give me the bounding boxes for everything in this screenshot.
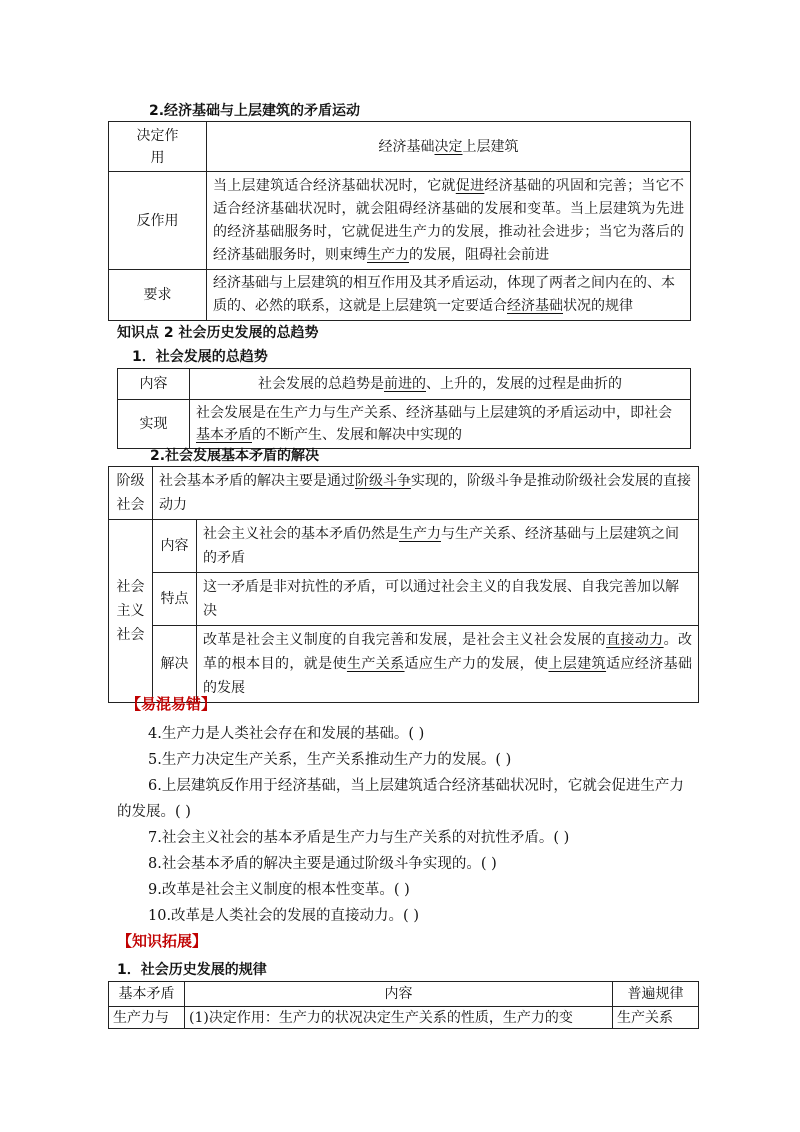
label-class-society: 阶级社会 bbox=[109, 467, 153, 520]
item-6: 6.上层建筑反作用于经济基础，当上层建筑适合经济基础状况时，它就会促进生产力 bbox=[148, 778, 684, 794]
confuse-title: 【易混易错】 bbox=[126, 695, 217, 713]
kp2-subtitle-1: 1．社会发展的总趋势 bbox=[132, 349, 268, 365]
label-requirement: 要求 bbox=[109, 270, 207, 321]
header-content: 内容 bbox=[185, 982, 613, 1007]
expand-title: 【知识拓展】 bbox=[117, 932, 208, 950]
kp2-subtitle-2: 2.社会发展基本矛盾的解决 bbox=[150, 448, 320, 464]
item-6-cont: 的发展。( ) bbox=[117, 804, 191, 820]
item-10: 10.改革是人类社会的发展的直接动力。( ) bbox=[148, 908, 419, 924]
label-content: 内容 bbox=[118, 369, 190, 400]
cell-productivity: 生产力与 bbox=[109, 1007, 185, 1029]
text-b-content: 社会主义社会的基本矛盾仍然是生产力与生产关系、经济基础与上层建筑之间的矛盾 bbox=[197, 520, 699, 573]
item-4: 4.生产力是人类社会存在和发展的基础。( ) bbox=[148, 726, 425, 742]
label-b-feature: 特点 bbox=[153, 573, 197, 626]
text-realize: 社会发展是在生产力与生产关系、经济基础与上层建筑的矛盾运动中，即社会基本矛盾的不断产生、发展和解决中实现的 bbox=[190, 400, 691, 449]
text-reaction: 当上层建筑适合经济基础状况时，它就促进经济基础的巩固和完善；当它不适合经济基础状况时，就会阻碍经济基础的发展和变革。当上层建筑为先进的经济基础服务时，它就促进生产力的发展，推动社会进步；当它为落后的经济基础服务时，则束缚生产力的发展，阻碍社会前进 bbox=[207, 172, 691, 270]
text-b-solution: 改革是社会主义制度的自我完善和发展，是社会主义社会发展的直接动力。改革的根本目的，就是使生产关系适应生产力的发展，使上层建筑适应经济基础的发展 bbox=[197, 626, 699, 703]
label-decisive: 决定作用 bbox=[109, 122, 207, 172]
label-reaction: 反作用 bbox=[109, 172, 207, 270]
cell-production-relations: 生产关系 bbox=[613, 1007, 699, 1029]
label-socialist-society: 社会主义社会 bbox=[109, 520, 153, 703]
section-title-2: 2.经济基础与上层建筑的矛盾运动 bbox=[149, 103, 361, 119]
text-decisive: 经济基础决定上层建筑 bbox=[207, 122, 691, 172]
label-realize: 实现 bbox=[118, 400, 190, 449]
item-5: 5.生产力决定生产关系，生产关系推动生产力的发展。( ) bbox=[148, 752, 512, 768]
header-basic-contradiction: 基本矛盾 bbox=[109, 982, 185, 1007]
expand-subtitle-1: 1．社会历史发展的规律 bbox=[117, 962, 267, 978]
label-b-content: 内容 bbox=[153, 520, 197, 573]
table-contradiction-solution bbox=[108, 466, 699, 703]
table-economic-base bbox=[108, 121, 691, 321]
item-8: 8.社会基本矛盾的解决主要是通过阶级斗争实现的。( ) bbox=[148, 856, 497, 872]
table-trend bbox=[117, 368, 691, 449]
cell-decisive-role: (1)决定作用：生产力的状况决定生产关系的性质，生产力的变 bbox=[185, 1007, 613, 1029]
text-content: 社会发展的总趋势是前进的、上升的，发展的过程是曲折的 bbox=[190, 369, 691, 400]
table-history-laws bbox=[108, 981, 699, 1029]
text-b-feature: 这一矛盾是非对抗性的矛盾，可以通过社会主义的自我发展、自我完善加以解决 bbox=[197, 573, 699, 626]
header-universal-law: 普遍规律 bbox=[613, 982, 699, 1007]
item-9: 9.改革是社会主义制度的根本性变革。( ) bbox=[148, 882, 410, 898]
text-class-society: 社会基本矛盾的解决主要是通过阶级斗争实现的，阶级斗争是推动阶级社会发展的直接动力 bbox=[153, 467, 699, 520]
label-b-solution: 解决 bbox=[153, 626, 197, 703]
item-7: 7.社会主义社会的基本矛盾是生产力与生产关系的对抗性矛盾。( ) bbox=[148, 830, 570, 846]
text-requirement: 经济基础与上层建筑的相互作用及其矛盾运动，体现了两者之间内在的、本质的、必然的联系，这就是上层建筑一定要适合经济基础状况的规律 bbox=[207, 270, 691, 321]
kp2-title: 知识点 2 社会历史发展的总趋势 bbox=[117, 325, 319, 341]
